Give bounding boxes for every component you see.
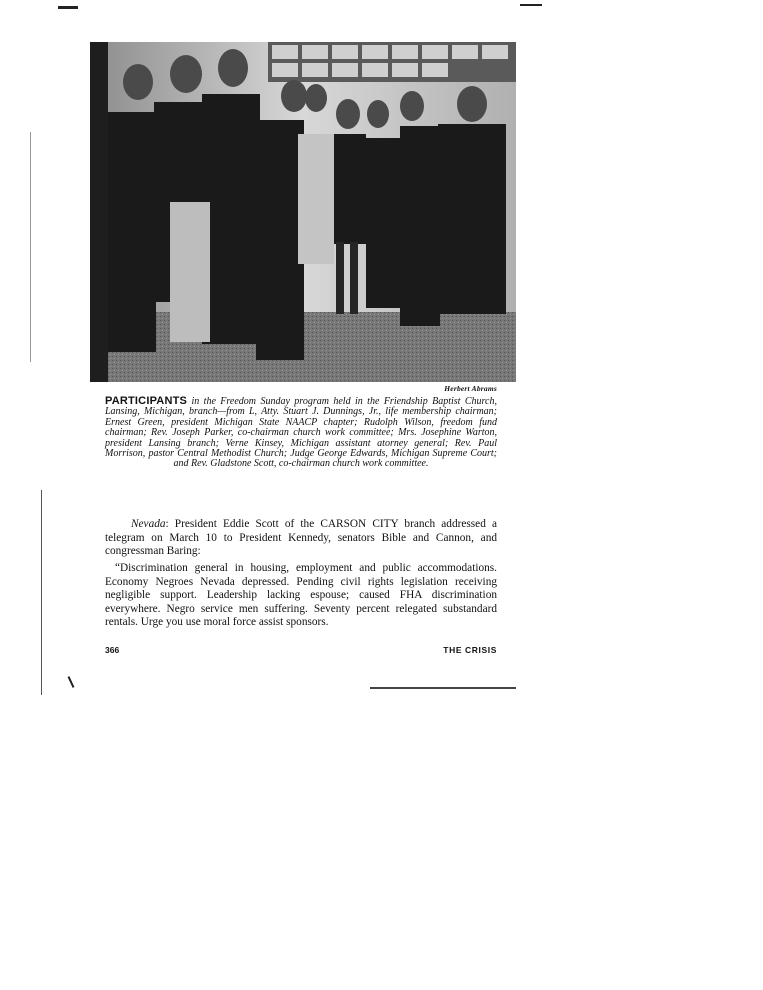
photo-caption xyxy=(105,396,497,470)
scan-mark-top-right xyxy=(520,4,542,6)
page-number: 366 xyxy=(105,645,120,655)
article-paragraph-1-text: : President Eddie Scott of the CARSON CITY branch addressed a telegram on March 10 to President Kennedy, senators Bible and Cannon, and congressman Baring: xyxy=(105,518,497,557)
caption-body: in the Freedom Sunday program held in the Friendship Baptist Church, Lansing, Michigan, branch—from L, Atty. Stuart J. Dunnings, Jr., life membership chairman; Ernest Green, president Michigan State NAACP chapter; Rudolph Wilson, freedom fund chairman; Rev. Joseph Parker, co-chairman church work committee; Mrs. Josephine Warton, president Lansing branch; Verne Kinsey, Michigan assistant atorney general; Rev. Paul Morrison, pastor Central Methodist Church; Judge George Edwards, Michigan Supreme Court; and Rev. Gladstone Scott, co-chairman church work committee. xyxy=(105,396,497,470)
scan-mark-top-left xyxy=(58,6,78,9)
scan-line-left-upper xyxy=(30,132,31,362)
scan-tick-left xyxy=(68,676,75,688)
scan-line-left-lower xyxy=(41,490,42,695)
caption-lead: PARTICIPANTS xyxy=(105,395,188,407)
scan-line-bottom xyxy=(370,687,516,689)
publication-title: THE CRISIS xyxy=(443,645,497,655)
article-paragraph-2: “Discrimination general in housing, employment and public accommodations. Economy Negroes Nevada depressed. Pending civil rights legislation receiving negligible support. Leadership lacking espouse; caused FHA discrimination everywhere. Negro service men suffering. Seventy percent relegated substandard rentals. Urge you use moral force assist sponsors. xyxy=(105,562,497,628)
article-place: Nevada xyxy=(131,518,166,530)
article-paragraph-1 xyxy=(105,518,497,559)
group-photo-illustration xyxy=(90,42,516,382)
group-photo xyxy=(90,42,516,382)
photo-credit: Herbert Abrams xyxy=(444,384,497,393)
